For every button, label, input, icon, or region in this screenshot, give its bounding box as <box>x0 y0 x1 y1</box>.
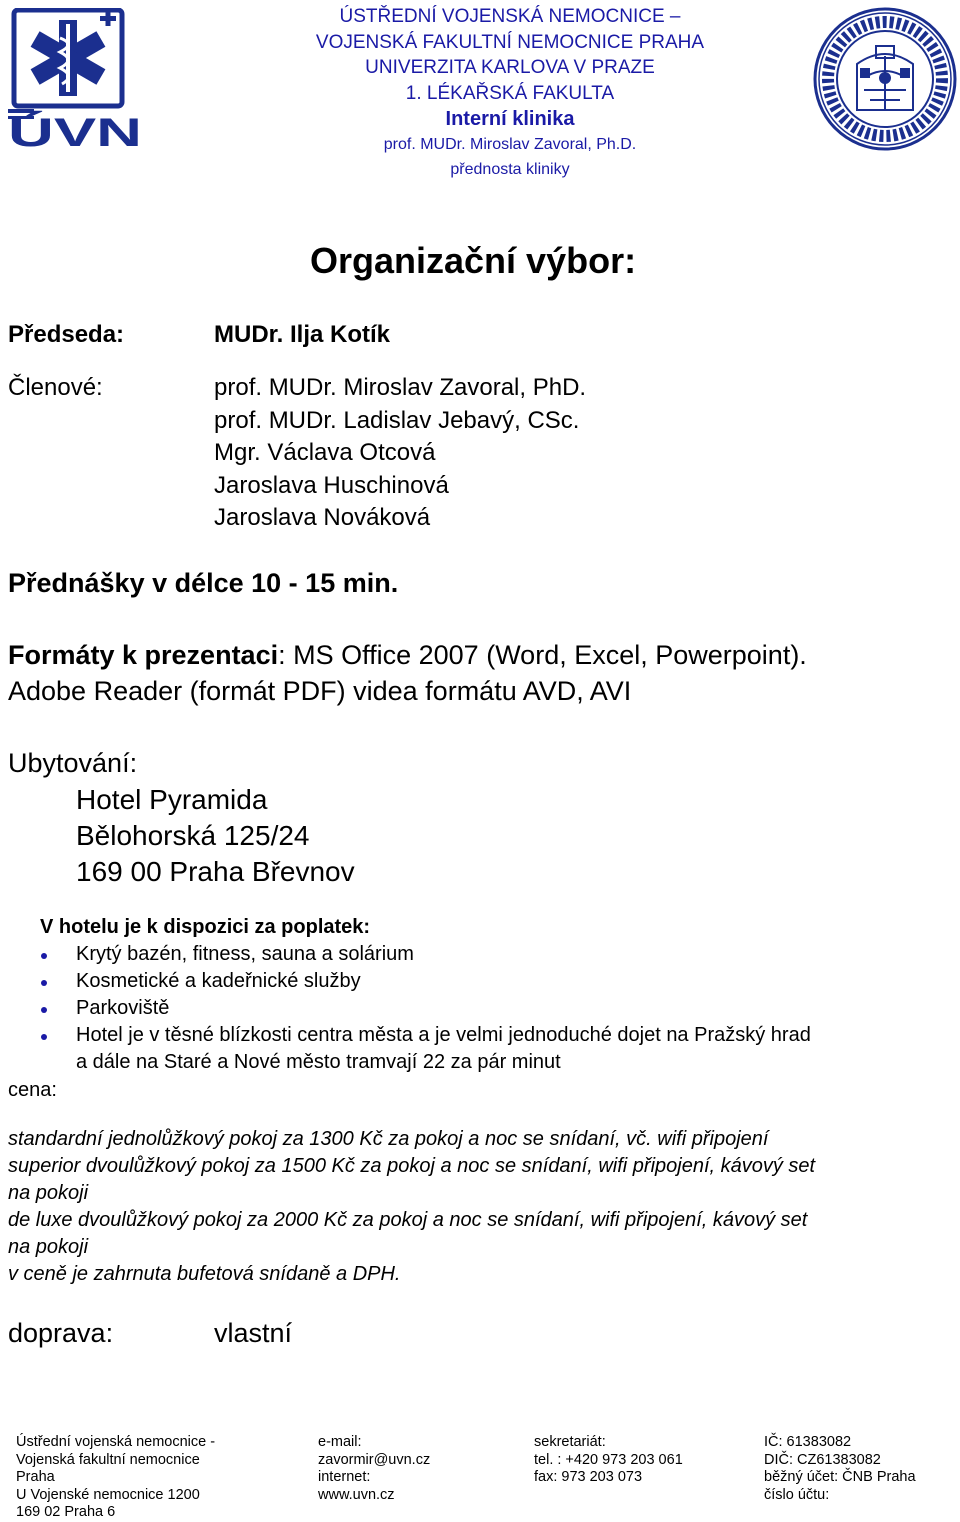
formats-line-2: Adobe Reader (formát PDF) videa formátu AVD, AVI <box>8 676 632 706</box>
member-item: prof. MUDr. Miroslav Zavoral, PhD. <box>214 374 587 401</box>
committee-title: Organizační výbor: <box>310 240 637 281</box>
amenity-item: Kosmetické a kadeřnické služby <box>76 970 361 992</box>
member-item: Jaroslava Huschinová <box>214 471 449 499</box>
member-item: Mgr. Václava Otcová <box>214 439 436 466</box>
amenity-item: Parkoviště <box>76 997 170 1019</box>
price-line: na pokoji <box>8 1236 89 1258</box>
star-of-life-icon <box>6 8 144 148</box>
footer-email[interactable]: zavormir@uvn.cz <box>318 1451 431 1468</box>
footer-line: e-mail: <box>318 1434 362 1450</box>
header-line-3: UNIVERZITA KARLOVA V PRAZE <box>365 57 655 78</box>
amenity-continuation: a dále na Staré a Nové město tramvají 22 za pár minut <box>76 1051 561 1073</box>
clinic-head-name: prof. MUDr. Miroslav Zavoral, Ph.D. <box>383 136 637 153</box>
bullet-icon <box>41 953 47 959</box>
footer-contact <box>318 1434 518 1504</box>
footer-address <box>16 1434 296 1522</box>
transport-value: vlastní <box>214 1318 293 1348</box>
hotel-city: 169 00 Praha Břevnov <box>76 856 355 887</box>
price-line: de luxe dvoulůžkový pokoj za 2000 Kč za pokoj a noc se snídaní, wifi připojení, kávový set <box>8 1209 808 1231</box>
transport-label: doprava: <box>8 1318 114 1348</box>
footer-line: číslo účtu: <box>764 1486 830 1503</box>
chair-name: MUDr. Ilja Kotík <box>214 321 391 348</box>
bullet-icon <box>41 980 47 986</box>
members-label: Členové: <box>8 374 103 401</box>
price-line: v ceně je zahrnuta bufetová snídaně a DPH. <box>8 1263 401 1285</box>
price-list <box>8 1126 958 1288</box>
footer-line: internet: <box>318 1469 371 1485</box>
bullet-icon <box>41 1034 47 1040</box>
hotel-street: Bělohorská 125/24 <box>76 820 310 851</box>
lecture-length: Přednášky v délce 10 - 15 min. <box>8 568 399 598</box>
hotel-name: Hotel Pyramida <box>76 784 268 815</box>
footer-line: IČ: 61383082 <box>764 1434 852 1450</box>
header-block <box>230 4 790 182</box>
price-label: cena: <box>8 1079 57 1101</box>
header-line-2: VOJENSKÁ FAKULTNÍ NEMOCNICE PRAHA <box>315 31 705 53</box>
amenity-item: Krytý bazén, fitness, sauna a solárium <box>76 943 414 965</box>
footer-line: tel. : +420 973 203 061 <box>534 1451 683 1468</box>
hotel-address <box>76 782 355 890</box>
header-line-4: 1. LÉKAŘSKÁ FAKULTA <box>405 82 615 104</box>
formats-label: Formáty k prezentaci <box>8 640 279 670</box>
footer-secretariat <box>534 1434 744 1487</box>
clinic-name: Interní klinika <box>445 108 575 130</box>
member-item: Jaroslava Nováková <box>214 504 431 531</box>
footer-line: U Vojenské nemocnice 1200 <box>16 1486 200 1503</box>
price-line: standardní jednolůžkový pokoj za 1300 Kč za pokoj a noc se snídaní, vč. wifi připojení <box>8 1128 769 1150</box>
footer-line: Vojenská fakultní nemocnice <box>16 1451 200 1468</box>
footer-website[interactable]: www.uvn.cz <box>318 1486 395 1503</box>
accommodation-label: Ubytování: <box>8 748 138 778</box>
university-seal-icon <box>812 6 958 152</box>
footer-company-ids <box>764 1434 958 1504</box>
member-item: prof. MUDr. Ladislav Jebavý, CSc. <box>214 406 580 434</box>
footer-line: DIČ: CZ61383082 <box>764 1451 881 1468</box>
amenities-title: V hotelu je k dispozici za poplatek: <box>40 916 371 938</box>
footer-line: 169 02 Praha 6 <box>16 1504 116 1520</box>
members-list <box>214 372 586 535</box>
price-line: na pokoji <box>8 1182 89 1204</box>
header-line-1: ÚSTŘEDNÍ VOJENSKÁ NEMOCNICE – <box>339 6 681 27</box>
footer-line: fax: 973 203 073 <box>534 1469 643 1485</box>
logo-text: ÚVN <box>8 111 93 148</box>
footer-line: sekretariát: <box>534 1434 606 1450</box>
bullet-icon <box>41 1007 47 1013</box>
footer-line: Praha <box>16 1469 55 1485</box>
footer-line: běžný účet: ČNB Praha <box>764 1469 916 1485</box>
footer-line: Ústřední vojenská nemocnice - <box>16 1434 216 1450</box>
formats-line <box>8 640 807 671</box>
clinic-head-role: přednosta kliniky <box>450 161 570 178</box>
uvn-logo <box>6 8 144 148</box>
amenity-item: Hotel je v těsné blízkosti centra města a je velmi jednoduché dojet na Pražský hrad <box>76 1024 811 1046</box>
chair-label: Předseda: <box>8 321 125 348</box>
price-line: superior dvoulůžkový pokoj za 1500 Kč za pokoj a noc se snídaní, wifi připojení, kávový set <box>8 1155 816 1177</box>
formats-text: : MS Office 2007 (Word, Excel, Powerpoint). <box>278 640 807 670</box>
